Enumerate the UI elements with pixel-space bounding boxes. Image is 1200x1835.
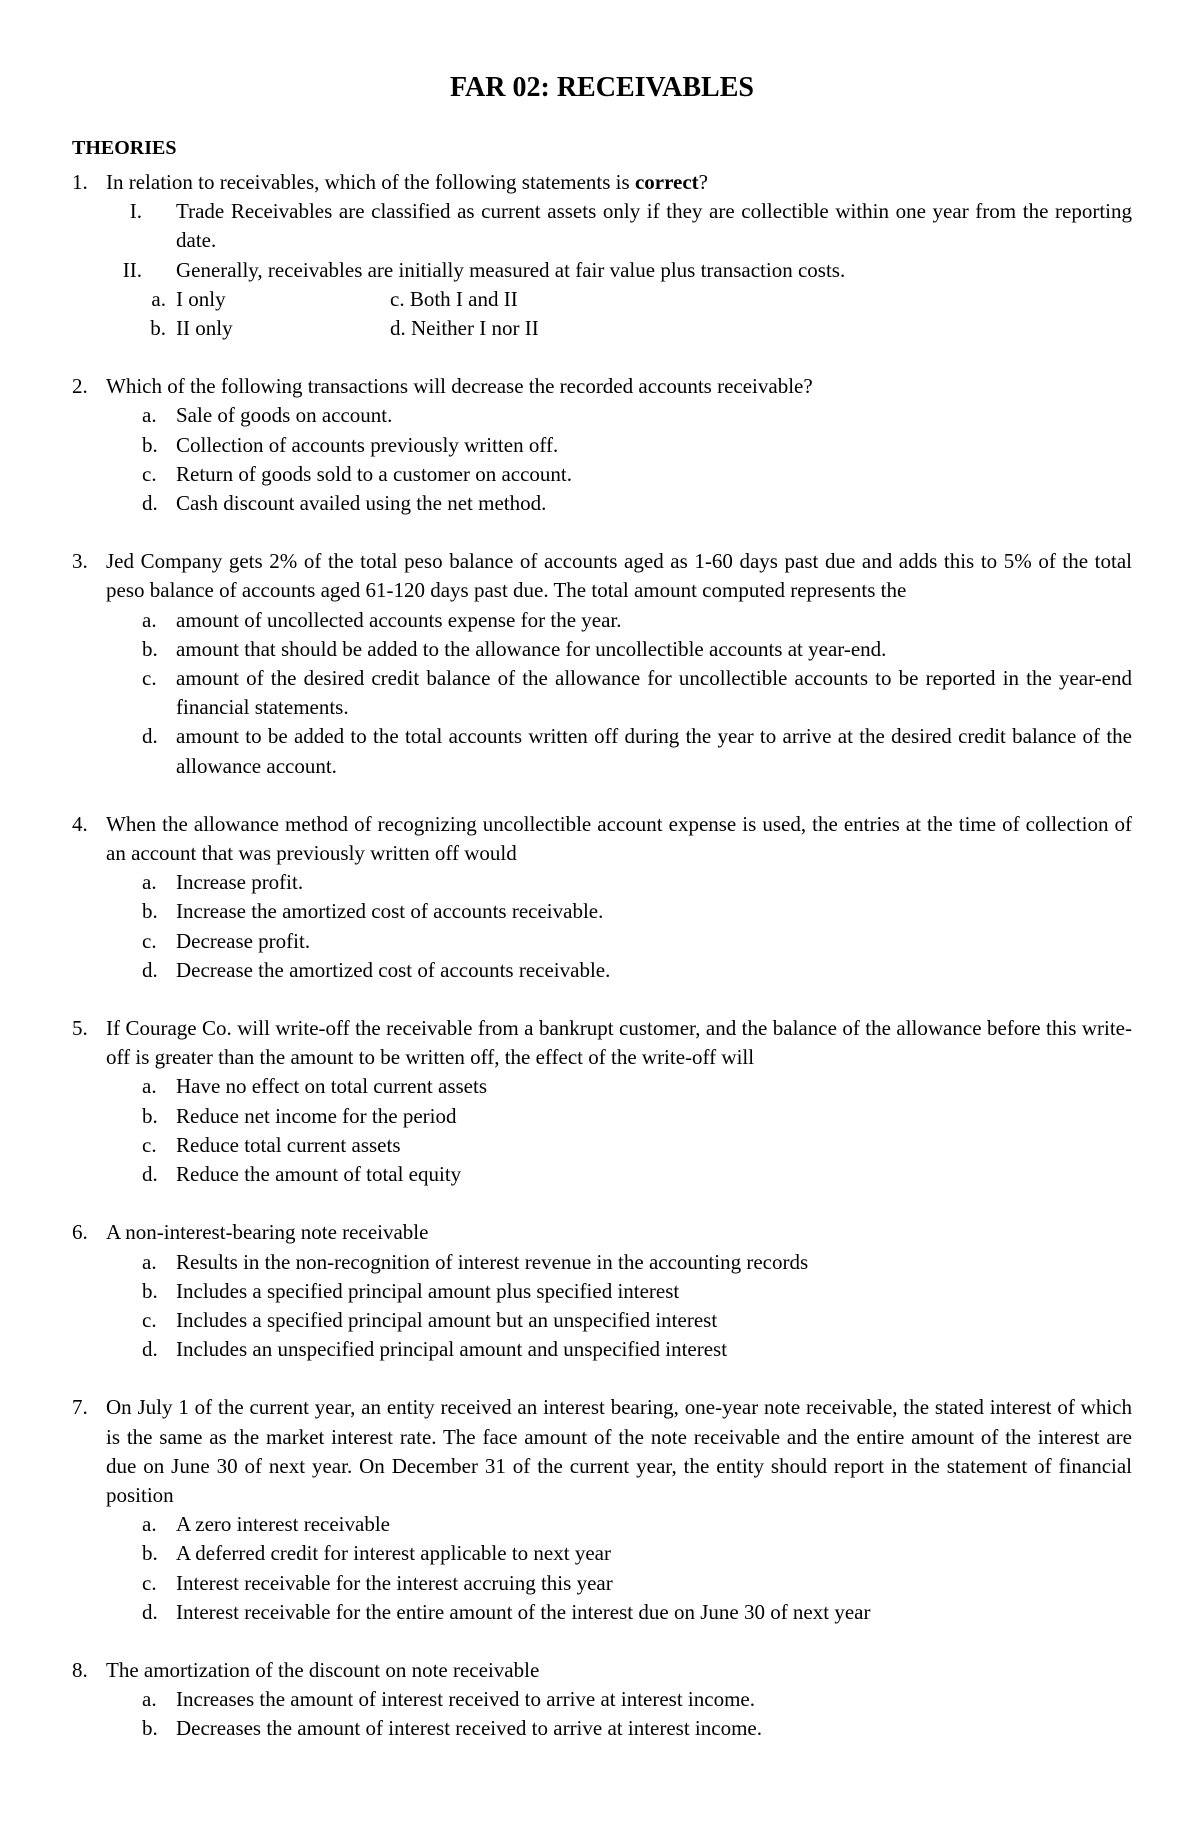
question-stem <box>72 547 1132 605</box>
option-letter: d. <box>142 1337 158 1362</box>
choice-text: c. Both I and II <box>390 286 518 311</box>
statement-number: I. <box>129 199 142 224</box>
statement-text: Generally, receivables are initially measured at fair value plus transaction costs. <box>176 257 846 282</box>
question-stem <box>72 1656 1132 1685</box>
choice-text: I only <box>176 286 226 311</box>
option-item <box>106 956 1132 985</box>
question-stem <box>72 372 1132 401</box>
option-item <box>106 1160 1132 1189</box>
choice-row <box>106 314 1132 343</box>
option-text: Reduce total current assets <box>176 1132 401 1157</box>
option-item <box>106 606 1132 635</box>
option-text: Decreases the amount of interest received to arrive at interest income. <box>176 1716 762 1741</box>
option-letter: c. <box>142 461 157 486</box>
option-text: Interest receivable for the entire amount of the interest due on June 30 of next year <box>176 1599 871 1624</box>
option-letter: d. <box>142 724 158 749</box>
statement-number: II. <box>122 257 142 282</box>
option-text: Increases the amount of interest received to arrive at interest income. <box>176 1687 755 1712</box>
choice-letter: b. <box>150 316 166 341</box>
option-letter: c. <box>142 666 157 691</box>
choice-text: d. Neither I nor II <box>390 316 539 341</box>
question-text: On July 1 of the current year, an entity received an interest bearing, one-year note receivable, the stated interest of which is the same as the market interest rate. The face amount of the note receivable and the entire amount of the interest are due on June 30 of next year. On December 31 of the current year, the entity should report in the statement of financial position <box>106 1395 1132 1507</box>
statement-item <box>106 256 1132 285</box>
question-stem <box>72 1014 1132 1072</box>
option-text: Includes an unspecified principal amount and unspecified interest <box>176 1337 728 1362</box>
option-text: amount that should be added to the allowance for uncollectible accounts at year-end. <box>176 636 887 661</box>
option-item <box>106 460 1132 489</box>
option-letter: a. <box>142 403 157 428</box>
option-letter: d. <box>142 1599 158 1624</box>
option-item <box>106 1306 1132 1335</box>
question-number: 2. <box>72 374 88 399</box>
option-letter: b. <box>142 1103 158 1128</box>
option-letter: a. <box>142 1074 157 1099</box>
question-number: 1. <box>72 170 88 194</box>
statement-text: Trade Receivables are classified as current assets only if they are collectible within one year from the reporting date. <box>176 199 1132 253</box>
option-letter: d. <box>142 1162 158 1187</box>
question-number: 5. <box>72 1016 88 1041</box>
question-text <box>106 168 1132 197</box>
question-number: 6. <box>72 1220 88 1245</box>
option-text: Sale of goods on account. <box>176 403 393 428</box>
option-item <box>106 927 1132 956</box>
option-item <box>106 1102 1132 1131</box>
option-text: amount of uncollected accounts expense for the year. <box>176 607 622 632</box>
document-title: FAR 02: RECEIVABLES <box>450 72 754 103</box>
choice-text: II only <box>176 316 233 341</box>
option-letter: a. <box>142 607 157 632</box>
question-text: When the allowance method of recognizing uncollectible account expense is used, the entries at the time of collection of an account that was previously written off would <box>106 811 1132 866</box>
question-1 <box>72 168 1132 343</box>
option-item <box>106 431 1132 460</box>
option-letter: a. <box>142 870 157 895</box>
option-item <box>106 1248 1132 1277</box>
option-text: Decrease the amortized cost of accounts receivable. <box>176 957 611 982</box>
option-text: A zero interest receivable <box>176 1512 390 1537</box>
option-item <box>106 1569 1132 1598</box>
option-item <box>106 489 1132 518</box>
option-item <box>106 897 1132 926</box>
question-2 <box>72 372 1132 518</box>
question-text: If Courage Co. will write-off the receivable from a bankrupt customer, and the balance of the allowance before this write-off is greater than the amount to be written off, the effect of the write-off will <box>106 1016 1132 1070</box>
option-text: Includes a specified principal amount plus specified interest <box>176 1278 680 1303</box>
option-letter: c. <box>142 928 157 953</box>
option-letter: b. <box>142 1541 158 1566</box>
option-item <box>106 1598 1132 1627</box>
question-text: The amortization of the discount on note receivable <box>106 1657 540 1682</box>
question-7 <box>72 1393 1132 1627</box>
option-letter: a. <box>142 1249 157 1274</box>
option-text: A deferred credit for interest applicable to next year <box>176 1541 611 1566</box>
question-6 <box>72 1218 1132 1364</box>
option-item <box>106 1072 1132 1101</box>
question-emphasis: correct <box>634 170 699 194</box>
question-8 <box>72 1656 1132 1744</box>
option-letter: c. <box>142 1307 157 1332</box>
question-stem <box>72 168 1132 197</box>
option-text: Cash discount availed using the net method. <box>176 491 547 516</box>
option-text: Includes a specified principal amount but an unspecified interest <box>176 1307 718 1332</box>
option-item <box>106 1714 1132 1743</box>
option-item <box>106 1277 1132 1306</box>
option-letter: c. <box>142 1570 157 1595</box>
question-number: 3. <box>72 549 88 574</box>
question-stem <box>72 1393 1132 1510</box>
option-text: Reduce net income for the period <box>176 1103 457 1128</box>
question-text-part: ? <box>698 170 708 194</box>
option-letter: c. <box>142 1132 157 1157</box>
option-item <box>106 1335 1132 1364</box>
option-letter: b. <box>142 432 158 457</box>
option-letter: b. <box>142 1278 158 1303</box>
option-item <box>106 1131 1132 1160</box>
option-text: Decrease profit. <box>176 928 311 953</box>
option-letter: d. <box>142 491 158 516</box>
option-text: amount of the desired credit balance of the allowance for uncollectible accounts to be reported in the year-end financial statements. <box>176 666 1132 720</box>
option-letter: b. <box>142 1716 158 1741</box>
question-stem <box>72 810 1132 868</box>
question-5 <box>72 1014 1132 1189</box>
question-text-part: In relation to receivables, which of the following statements is <box>106 170 635 194</box>
option-text: Reduce the amount of total equity <box>176 1162 462 1187</box>
option-text: amount to be added to the total accounts written off during the year to arrive at the desired credit balance of the allowance account. <box>176 724 1132 778</box>
option-item <box>106 1685 1132 1714</box>
option-item <box>106 1510 1132 1539</box>
question-text: Which of the following transactions will decrease the recorded accounts receivable? <box>106 374 813 399</box>
option-letter: b. <box>142 899 158 924</box>
option-text: Collection of accounts previously written off. <box>176 432 559 457</box>
option-text: Interest receivable for the interest accruing this year <box>176 1570 613 1595</box>
option-text: Results in the non-recognition of interest revenue in the accounting records <box>176 1249 809 1274</box>
choice-letter: a. <box>151 286 166 311</box>
question-4 <box>72 810 1132 985</box>
option-item <box>106 868 1132 897</box>
option-item <box>106 1539 1132 1568</box>
section-heading: THEORIES <box>72 137 177 159</box>
option-letter: b. <box>142 636 158 661</box>
option-text: Have no effect on total current assets <box>176 1074 487 1099</box>
statement-item <box>106 197 1132 255</box>
option-letter: d. <box>142 957 158 982</box>
question-number: 7. <box>72 1395 88 1420</box>
question-number: 4. <box>72 811 88 836</box>
option-item <box>106 722 1132 780</box>
option-item <box>106 401 1132 430</box>
option-text: Increase profit. <box>176 870 304 895</box>
question-text: A non-interest-bearing note receivable <box>106 1220 429 1245</box>
option-text: Increase the amortized cost of accounts receivable. <box>176 899 604 924</box>
choice-row <box>106 285 1132 314</box>
option-letter: a. <box>142 1687 157 1712</box>
question-3 <box>72 547 1132 781</box>
question-stem <box>72 1218 1132 1247</box>
option-letter: a. <box>142 1512 157 1537</box>
option-item <box>106 664 1132 722</box>
question-number: 8. <box>72 1657 88 1682</box>
option-text: Return of goods sold to a customer on account. <box>176 461 573 486</box>
option-item <box>106 635 1132 664</box>
question-text: Jed Company gets 2% of the total peso balance of accounts aged as 1-60 days past due and adds this to 5% of the total peso balance of accounts aged 61-120 days past due. The total amount computed represents the <box>106 549 1132 603</box>
